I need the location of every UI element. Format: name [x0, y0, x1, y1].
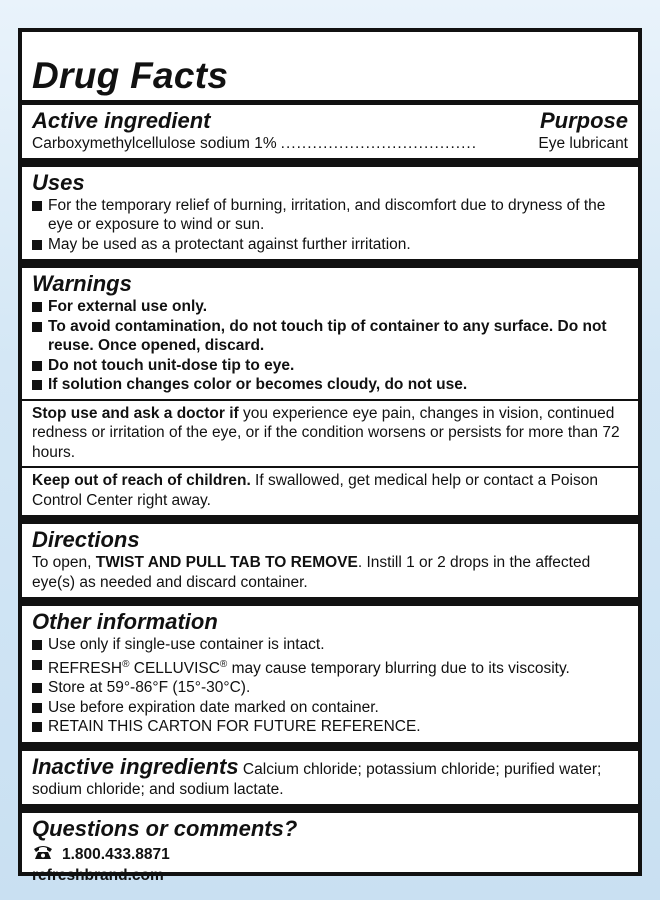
drug-facts-title: Drug Facts: [32, 55, 229, 96]
active-ingredient-purpose: Eye lubricant: [538, 135, 628, 152]
stop-use-lead: Stop use and ask a doctor if: [32, 404, 239, 422]
other-item: REFRESH® CELLUVISC® may cause temporary blurring due to its viscosity.: [32, 655, 628, 679]
other-item: Store at 59°-86°F (15°-30°C).: [32, 678, 628, 698]
active-ingredient-name: Carboxymethylcellulose sodium 1%: [32, 135, 277, 152]
stop-use-text: you experience eye pain, changes in vision, continued redness or irritation of the eye, or if the condition worsens or persists for more than 72 hours.: [32, 404, 620, 461]
uses-heading: Uses: [32, 169, 85, 195]
other-item: Use only if single-use container is intact.: [32, 635, 628, 655]
divider: [22, 515, 638, 524]
other-item: Use before expiration date marked on container.: [32, 698, 628, 718]
other-information-heading: Other information: [32, 609, 218, 634]
directions-heading: Directions: [32, 527, 140, 552]
leader-dots: .....................................: [280, 135, 478, 152]
keep-out-paragraph: [32, 471, 628, 510]
questions-heading: Questions or comments?: [32, 816, 298, 842]
warnings-item: If solution changes color or becomes cloudy, do not use.: [32, 375, 628, 395]
bullet-square-icon: [32, 722, 42, 732]
divider: [22, 259, 638, 268]
other-item: RETAIN THIS CARTON FOR FUTURE REFERENCE.: [32, 717, 628, 737]
directions-text: To open, TWIST AND PULL TAB TO REMOVE. Instill 1 or 2 drops in the affected eye(s) as needed and discard container.: [32, 554, 591, 591]
inactive-ingredients-heading: Inactive ingredients: [32, 753, 239, 779]
divider: [22, 466, 638, 468]
website-link[interactable]: refreshbrand.com: [32, 866, 164, 884]
stop-use-paragraph: [32, 404, 628, 463]
uses-item: For the temporary relief of burning, irritation, and discomfort due to dryness of the eye or exposure to wind or sun.: [32, 196, 628, 235]
bullet-square-icon: [32, 640, 42, 650]
bullet-square-icon: [32, 201, 42, 211]
keep-out-text: If swallowed, get medical help or contact a Poison Control Center right away.: [32, 472, 598, 509]
bullet-square-icon: [32, 380, 42, 390]
warnings-item: For external use only.: [32, 297, 628, 317]
bullet-square-icon: [32, 660, 42, 670]
telephone-icon: [32, 844, 54, 866]
divider: [22, 804, 638, 813]
drug-facts-label: [18, 28, 642, 884]
divider: [22, 742, 638, 751]
inactive-ingredients-paragraph: [32, 754, 628, 800]
purpose-heading: Purpose: [539, 108, 628, 133]
inactive-ingredients-text: Calcium chloride; potassium chloride; purified water; sodium chloride; and sodium lactate.: [32, 760, 602, 798]
phone-number[interactable]: 1.800.433.8871: [62, 846, 170, 864]
divider: [22, 597, 638, 606]
bullet-square-icon: [32, 361, 42, 371]
bullet-square-icon: [32, 302, 42, 312]
bullet-square-icon: [32, 240, 42, 250]
keep-out-lead: Keep out of reach of children.: [32, 472, 251, 489]
phone-line: [32, 844, 628, 866]
divider: [22, 158, 638, 167]
active-ingredient-heading: Active ingredient: [32, 108, 211, 133]
bullet-square-icon: [32, 703, 42, 713]
divider: [22, 100, 638, 105]
divider: [22, 399, 638, 401]
bullet-square-icon: [32, 683, 42, 693]
warnings-item: Do not touch unit-dose tip to eye.: [32, 356, 628, 376]
warnings-heading: Warnings: [32, 271, 132, 296]
warnings-item: To avoid contamination, do not touch tip of container to any surface. Do not reuse. Once opened, discard.: [32, 317, 628, 356]
bullet-square-icon: [32, 322, 42, 332]
uses-item: May be used as a protectant against further irritation.: [32, 235, 628, 255]
